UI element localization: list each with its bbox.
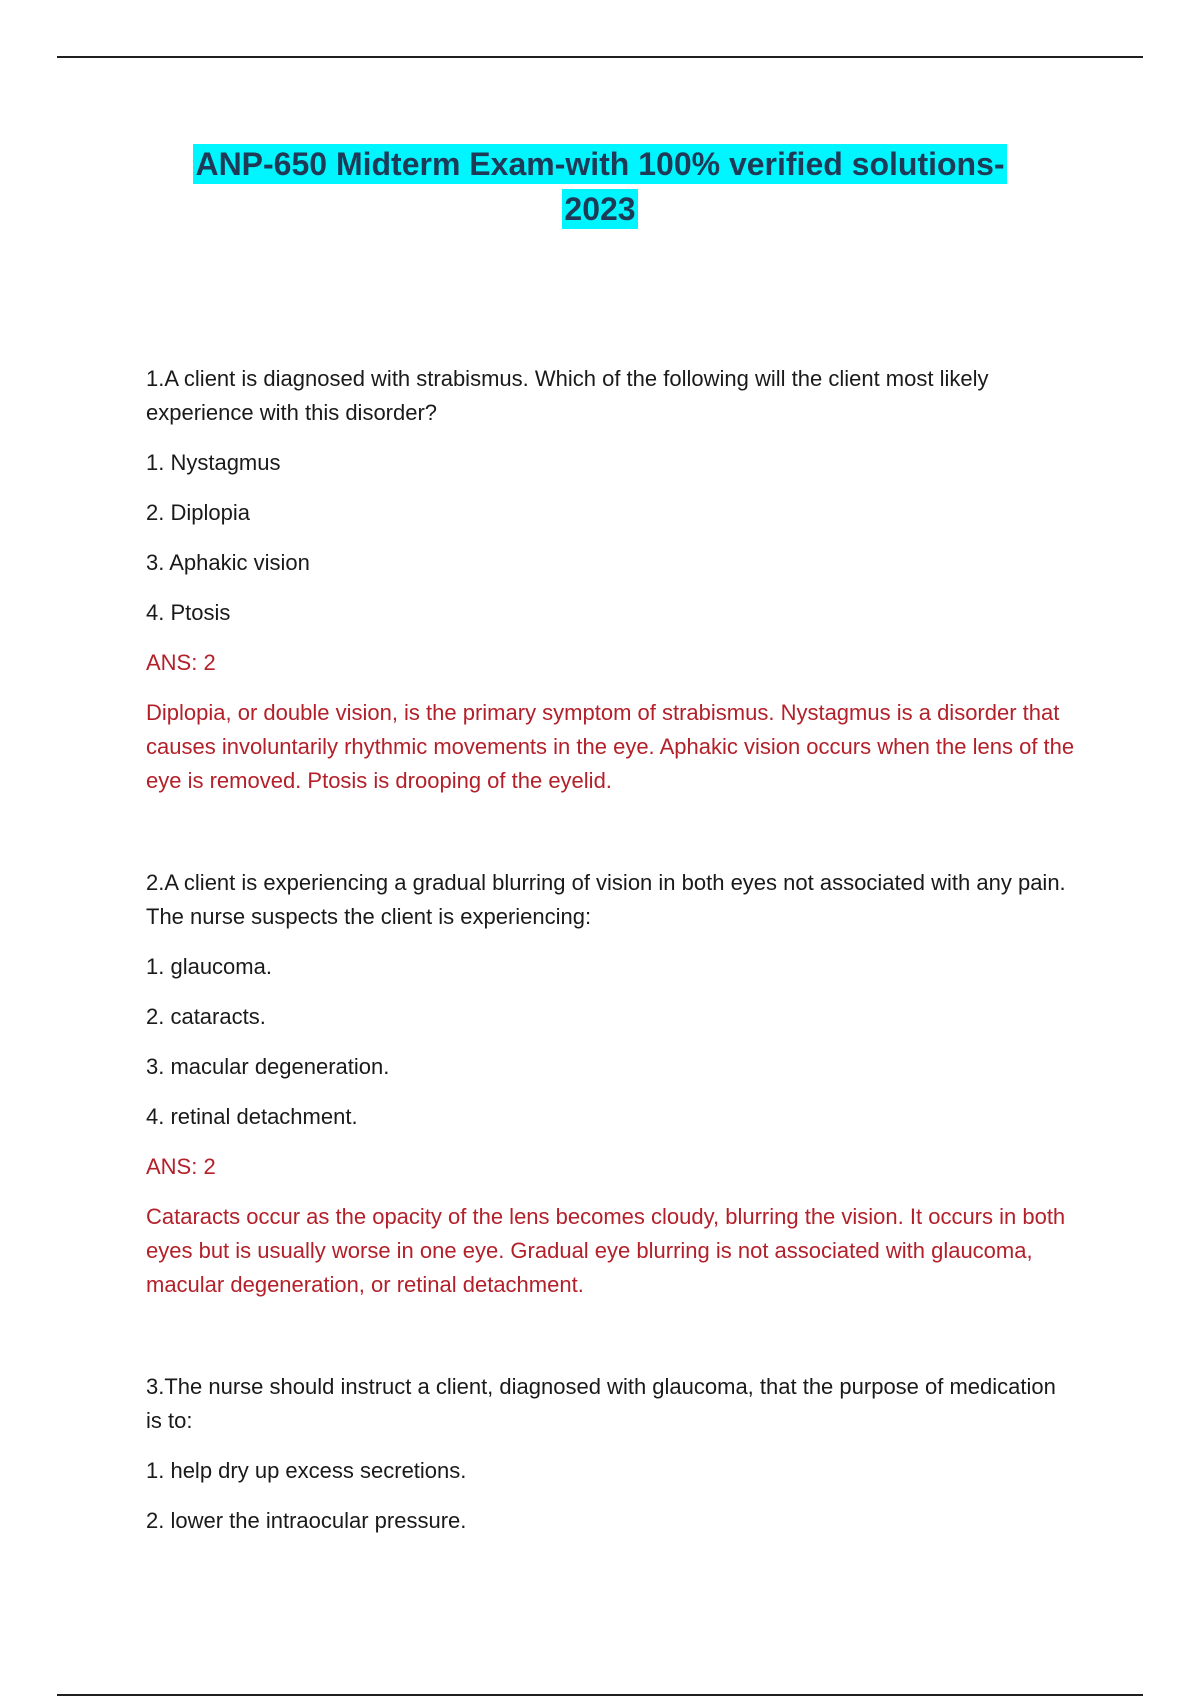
title-line-1: ANP-650 Midterm Exam-with 100% verified solutions- xyxy=(195,146,1005,182)
option-1: 1. Nystagmus xyxy=(146,450,281,475)
option-1: 1. glaucoma. xyxy=(146,954,272,979)
question-spacer xyxy=(146,798,1076,866)
title-line-2: 2023 xyxy=(564,191,636,227)
question-prompt: 2.A client is experiencing a gradual blurring of vision in both eyes not associated with any pain. The nurse suspects the client is experiencing: xyxy=(146,870,1066,929)
footer-rule xyxy=(57,1694,1143,1696)
question-prompt: 3.The nurse should instruct a client, diagnosed with glaucoma, that the purpose of medication is to: xyxy=(146,1374,1056,1433)
question-3 xyxy=(146,1370,1076,1538)
question-prompt: 1.A client is diagnosed with strabismus. Which of the following will the client most likely experience with this disorder? xyxy=(146,366,989,425)
question-list xyxy=(146,362,1076,1554)
question-2 xyxy=(146,866,1076,1302)
page-title xyxy=(100,142,1100,232)
option-4: 4. Ptosis xyxy=(146,600,231,625)
option-3: 3. macular degeneration. xyxy=(146,1054,390,1079)
question-1 xyxy=(146,362,1076,798)
option-1: 1. help dry up excess secretions. xyxy=(146,1458,467,1483)
option-4: 4. retinal detachment. xyxy=(146,1104,358,1129)
answer-rationale: Diplopia, or double vision, is the primary symptom of strabismus. Nystagmus is a disorder that causes involuntarily rhythmic movements in the eye. Aphakic vision occurs when the lens of the eye is removed. Ptosis is drooping of the eyelid. xyxy=(146,700,1075,793)
answer-rationale: Cataracts occur as the opacity of the lens becomes cloudy, blurring the vision. It occurs in both eyes but is usually worse in one eye. Gradual eye blurring is not associated with glaucoma, macular degeneration, or retinal detachment. xyxy=(146,1204,1066,1297)
option-2: 2. cataracts. xyxy=(146,1004,266,1029)
header-rule xyxy=(57,56,1143,58)
option-2: 2. Diplopia xyxy=(146,500,250,525)
answer-key: ANS: 2 xyxy=(146,1154,216,1179)
option-2: 2. lower the intraocular pressure. xyxy=(146,1508,467,1533)
option-3: 3. Aphakic vision xyxy=(146,550,310,575)
question-spacer xyxy=(146,1302,1076,1370)
answer-key: ANS: 2 xyxy=(146,650,216,675)
